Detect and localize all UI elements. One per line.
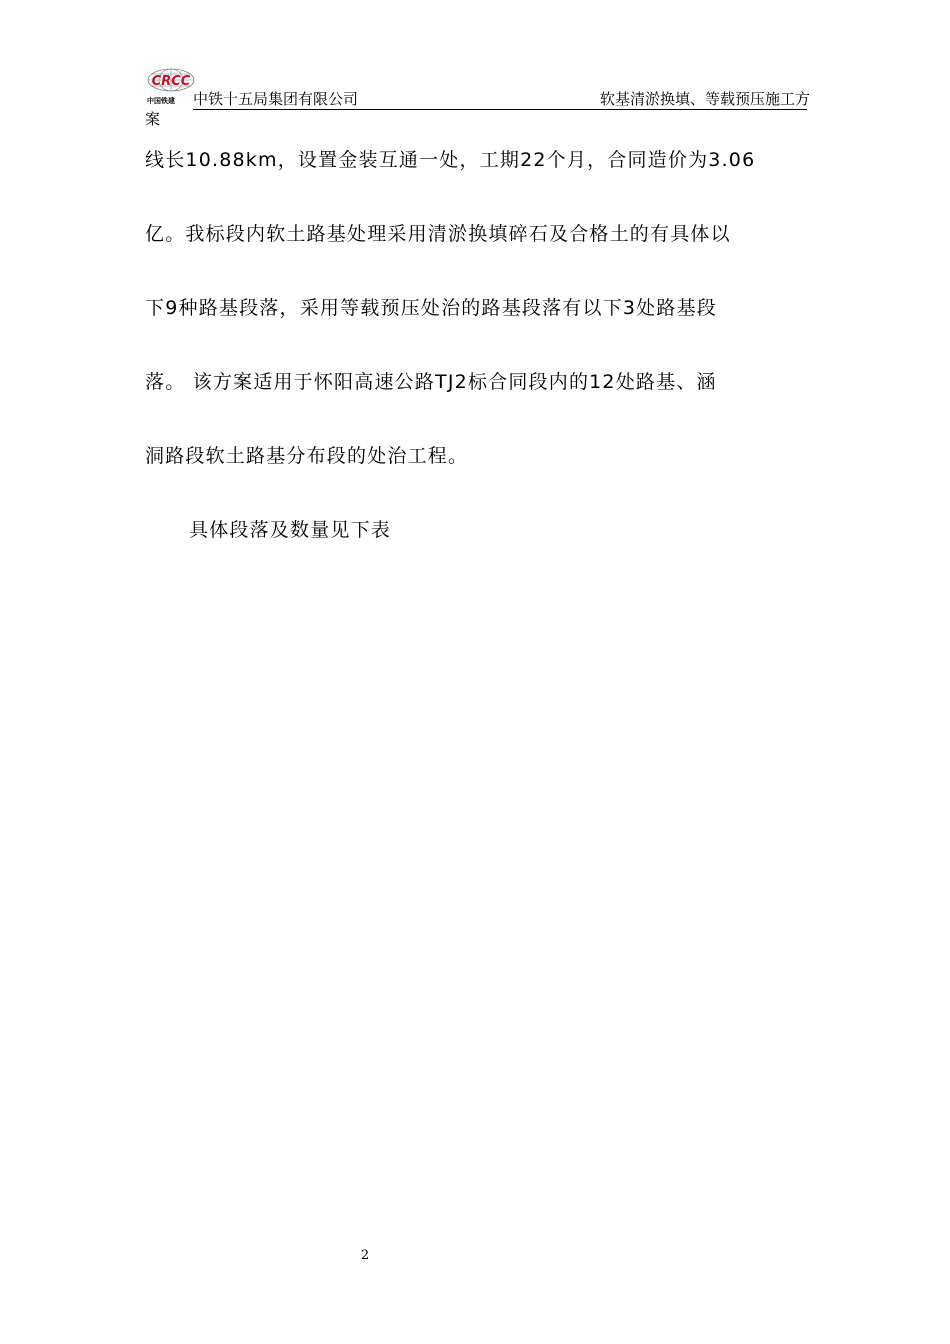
company-name: 中铁十五局集团有限公司 [193,90,359,108]
header-underline [193,109,807,110]
crcc-logo-icon [145,66,197,106]
document-title: 软基清淤换填、等载预压施工方 [599,90,810,108]
paragraph-line: 洞路段软土路基分布段的处治工程。 [145,445,469,467]
paragraph-line: 下9种路基段落，采用等载预压处治的路基段落有以下3处路基段 [145,297,717,319]
logo-caption-text: 中国铁建 [147,97,175,105]
logo-brand-text: CRCC [151,74,191,89]
body-text [145,142,805,586]
page-header [145,66,810,132]
paragraph-line: 落。 该方案适用于怀阳高速公路TJ2标合同段内的12处路基、涵 [145,371,717,393]
page-number: 2 [360,1248,370,1263]
table-intro-line: 具体段落及数量见下表 [189,519,392,541]
paragraph-line: 亿。我标段内软土路基处理采用清淤换填碎石及合格土的有具体以 [145,223,731,245]
paragraph-line: 线长10.88km，设置金装互通一处，工期22个月，合同造价为3.06 [145,149,756,171]
document-title-continuation: 案 [145,110,161,128]
